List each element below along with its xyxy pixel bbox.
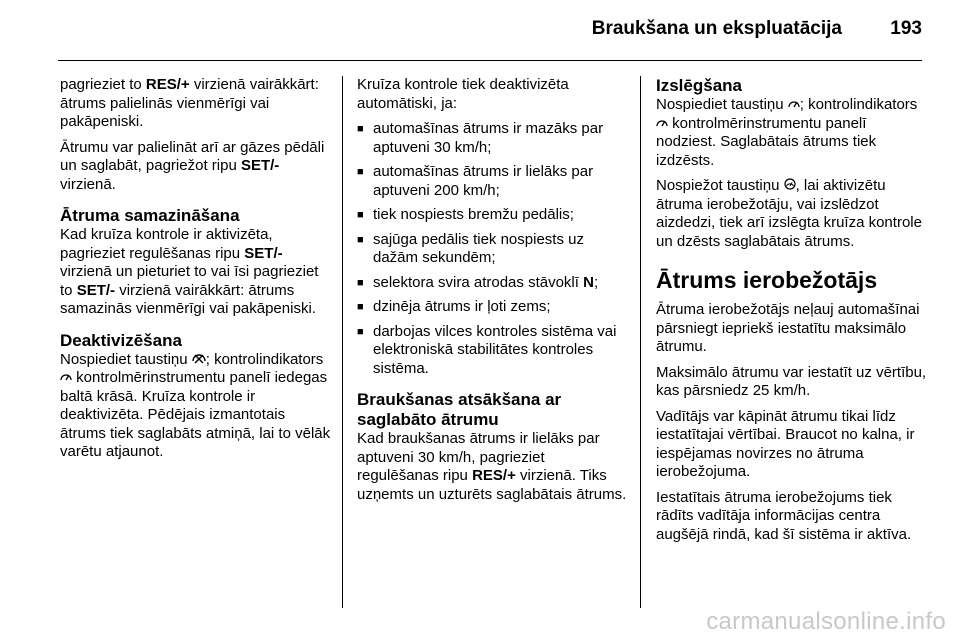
speed-limiter-icon — [784, 177, 796, 196]
watermark: carmanualsonline.info — [706, 608, 946, 635]
section-title: Braukšana un ekspluatācija — [591, 18, 842, 39]
text: Kad kruīza kontrole ir aktivizēta, pagrieziet regulēšanas ripu — [60, 226, 273, 262]
text: virzienā vairākkārt: ātrums palielinās vienmērīgi vai pakāpeniski. — [60, 76, 319, 130]
heading-resume: Braukšanas atsākšana ar saglabāto ātrumu — [357, 390, 562, 429]
bullet-icon: ■ — [357, 233, 364, 246]
text: Kad braukšanas ātrums ir lielāks par aptuveni 30 km/h, pagrieziet regulēšanas ripu — [357, 430, 600, 484]
control-label-set: SET/- — [244, 244, 283, 262]
deactivation-conditions-list — [357, 120, 629, 378]
column-2 — [357, 76, 629, 511]
cruise-cancel-icon — [192, 351, 206, 370]
bullet-icon: ■ — [357, 276, 364, 289]
text: Nospiežot taustiņu — [656, 177, 784, 194]
text: kontrolmērinstrumentu panelī iedegas baltā krāsā. Kruīza kontrole ir deaktivizēta. Pēdējais izmantotais ātrums tiek saglabāts atmiņā, lai to vēlāk varētu atjaunot. — [60, 369, 331, 460]
paragraph-switch-off — [656, 96, 928, 170]
paragraph-auto-deactivation: Kruīza kontrole tiek deaktivizēta automātiski, ja: — [357, 76, 569, 112]
bullet-icon: ■ — [357, 209, 364, 221]
text: darbojas vilces kontroles sistēma vai elektroniskā stabilitātes kontroles sistēma. — [373, 322, 617, 377]
text: selektora svira atrodas stāvoklī — [373, 273, 584, 291]
bullet-icon: ■ — [357, 166, 364, 178]
paragraph-limiter-activation — [656, 177, 928, 251]
list-item — [357, 231, 629, 268]
column-1 — [60, 76, 332, 469]
text: Nospiediet taustiņu — [60, 350, 192, 368]
text: kontrolmērinstrumentu panelī nodziest. Saglabātais ātrums tiek izdzēsts. — [656, 114, 877, 169]
heading-deactivation: Deaktivizēšana — [60, 330, 182, 350]
list-item — [357, 323, 629, 379]
paragraph-accelerator — [60, 139, 332, 195]
list-item — [357, 274, 629, 293]
list-item — [357, 298, 629, 317]
list-item — [357, 206, 629, 225]
paragraph-resume — [357, 430, 629, 504]
text: ; — [593, 273, 599, 291]
header-divider — [58, 60, 922, 61]
cruise-control-icon — [60, 369, 72, 388]
paragraph-limiter-2: Maksimālo ātrumu var iestatīt uz vērtību, kas pārsniedz 25 km/h. — [656, 363, 927, 399]
paragraph-limiter-3: Vadītājs var kāpināt ātrumu tikai līdz iestatītajai vērtībai. Braucot no kalna, ir iespējamas novirzes no ātruma ierobežojuma. — [656, 407, 915, 480]
page-number: 193 — [890, 18, 922, 39]
text: , lai aktivizētu ātruma ierobežotāju, vai izslēdzot aizdedzi, tiek arī izslēgta kruīza kontrole un dzēsts saglabātais ātrums. — [656, 177, 922, 250]
paragraph-limiter-4: Iestatītais ātruma ierobežojums tiek rādīts vadītāja informācijas centra augšējā rindā, kad šī sistēma ir aktīva. — [656, 488, 912, 543]
bullet-icon: ■ — [357, 301, 364, 313]
gear-position-label: N — [583, 273, 594, 291]
bullet-icon: ■ — [357, 325, 364, 338]
control-label-set: SET/- — [76, 281, 116, 299]
list-item — [357, 163, 629, 200]
paragraph-speed-reduction — [60, 226, 332, 319]
heading-speed-reduction: Ātruma samazināšana — [60, 206, 240, 225]
bullet-icon: ■ — [357, 123, 364, 135]
control-label-res: RES/+ — [472, 467, 516, 484]
list-item — [357, 120, 629, 157]
text: automašīnas ātrums ir lielāks par aptuveni 200 km/h; — [373, 163, 594, 199]
text: ; kontrolindikators — [799, 96, 918, 113]
paragraph-speed-increase — [60, 76, 332, 132]
text: virzienā un pieturiet to vai īsi pagrieziet to — [60, 263, 319, 299]
paragraph-deactivation — [60, 351, 332, 462]
text: dzinēja ātrums ir ļoti zems; — [373, 298, 551, 315]
heading-speed-limiter: Ātrums ierobežotājs — [656, 267, 878, 293]
cruise-control-icon — [788, 96, 800, 115]
text: sajūga pedālis tiek nospiests uz dažām sekundēm; — [373, 230, 584, 266]
text: virzienā vairākkārt: ātrums samazinās vienmērīgi vai pakāpeniski. — [60, 281, 316, 317]
heading-switch-off: Izslēgšana — [656, 76, 742, 95]
control-label-set: SET/- — [240, 157, 280, 174]
text: Nospiediet taustiņu — [656, 96, 788, 113]
column-divider-1 — [342, 76, 343, 608]
text: automašīnas ātrums ir mazāks par aptuveni 30 km/h; — [373, 120, 604, 156]
column-divider-2 — [640, 76, 641, 608]
column-3 — [656, 76, 928, 551]
control-label-res: RES/+ — [145, 76, 190, 93]
page-header — [0, 0, 960, 62]
text: virzienā. Tiks uzņemts un uzturēts saglabātais ātrums. — [357, 467, 627, 503]
cruise-control-icon — [656, 115, 668, 134]
text: Ātrumu var palielināt arī ar gāzes pēdāli un saglabāt, pagriežot ripu — [60, 138, 325, 174]
text: virzienā. — [60, 175, 116, 193]
text: tiek nospiests bremžu pedālis; — [373, 206, 574, 223]
text: ; kontrolindikators — [205, 350, 324, 368]
text: pagrieziet to — [60, 76, 146, 93]
paragraph-limiter-1: Ātruma ierobežotājs neļauj automašīnai pārsniegt iepriekš iestatītu maksimālo ātrumu. — [656, 301, 920, 355]
